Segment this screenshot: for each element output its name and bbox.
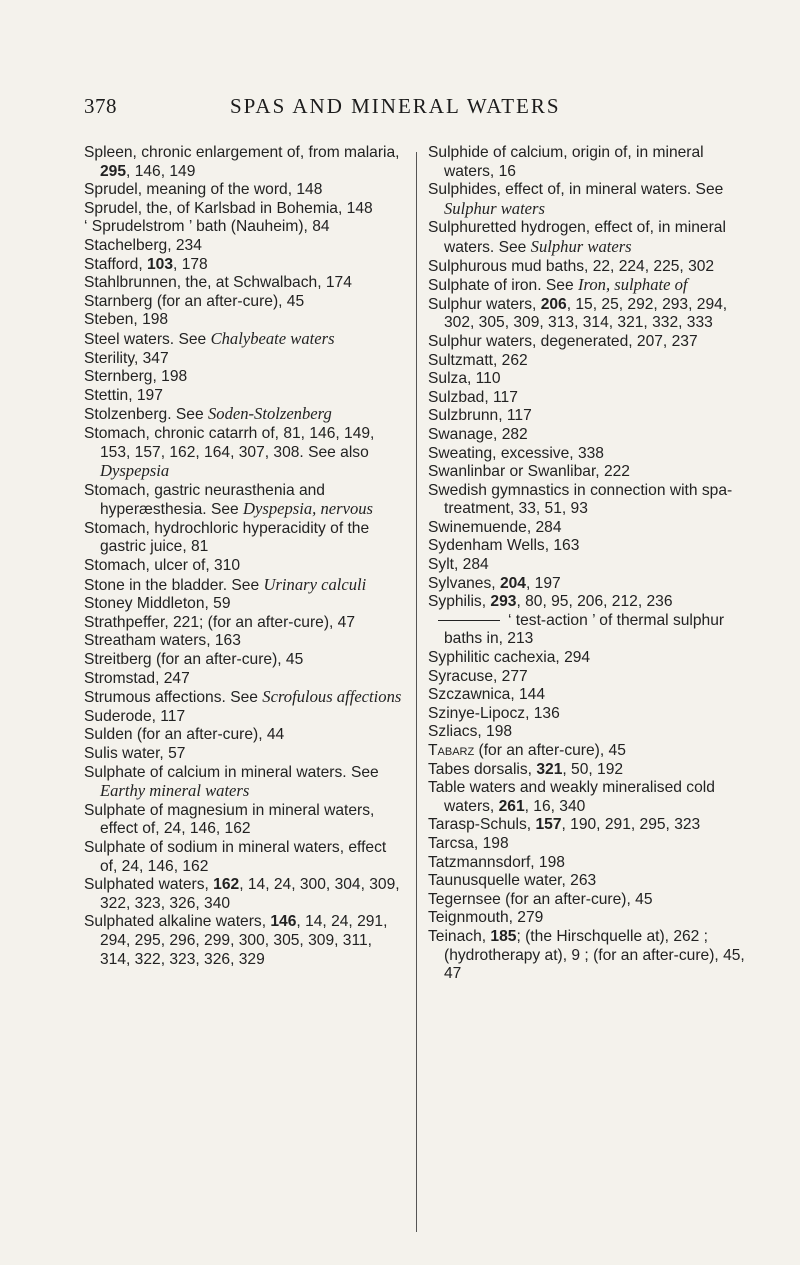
index-entry-t: Sylvanes, [428,574,500,592]
index-entry-t: Tarasp-Schuls, [428,816,536,834]
index-entry-t: Syphilitic cachexia, 294 [428,649,591,667]
index-entry [428,816,750,835]
index-entry [428,593,750,612]
index-entry [84,425,406,482]
index-entry-b: 293 [490,593,517,611]
index-entry-t: Spleen, chronic enlargement of, from malaria, [84,144,400,161]
index-entry-t: Steel waters. See [84,330,211,348]
index-entry-b: 295 [100,162,127,180]
index-entry [84,670,406,689]
index-entry-t: Sprudel, the, of Karlsbad in Bohemia, 148 [84,199,373,217]
index-entry-a: , 197 [525,574,561,592]
index-entry-t: ‘ test-action ’ of thermal sulphur baths in, 213 [444,611,725,648]
index-entry-t: Swanlinbar or Swanlibar, 222 [428,463,630,481]
index-entry-t: Sulphate of sodium in mineral waters, effect of, 24, 146, 162 [84,838,387,875]
index-entry-t: Sulphate of magnesium in mineral waters, effect of, 24, 146, 162 [84,801,375,838]
index-entry [84,311,406,330]
index-entry-t: Szinye-Lipocz, 136 [428,704,560,722]
index-entry-a: ; (the Hirschquelle at), 262 ; (hydrotherapy at), 9 ; (for an after-cure), 45, 47 [444,927,745,983]
index-entry [428,519,750,538]
index-entry-sc: Tabarz [428,742,475,759]
index-entry [428,181,750,219]
index-entry [84,764,406,802]
index-entry-a: , 14, 24, 291, 294, 295, 296, 299, 300, 305, 309, 311, 314, 322, 323, 326, 329 [100,913,388,968]
index-entry [84,913,406,969]
index-entry [84,293,406,312]
index-entry-t: ‘ Sprudelstrom ’ bath (Nauheim), 84 [84,218,330,236]
index-entry [428,426,750,445]
index-column-right [428,144,750,984]
index-entry [84,632,406,651]
page-header [0,94,800,124]
index-entry-t: Sulphuretted hydrogen, effect of, in mineral waters. See [428,219,726,256]
index-entry-b: 157 [535,816,562,834]
index-entry-i: Dyspepsia, nervous [243,499,373,519]
index-entry-t: Syphilis, [428,593,491,611]
index-entry-t: Sulphate of iron. See [428,277,578,295]
index-entry [428,296,750,333]
index-entry [428,854,750,873]
index-entry-a: , 190, 291, 295, 323 [561,816,701,834]
index-entry [428,144,750,181]
index-entry [428,649,750,668]
index-entry [428,333,750,352]
index-entry-t: Swanage, 282 [428,425,528,443]
index-entry [428,575,750,594]
index-entry-i: Dyspepsia [100,461,170,481]
index-entry [428,407,750,426]
index-entry [428,705,750,724]
index-entry-t: Swinemuende, 284 [428,518,562,536]
index-entry [84,200,406,219]
index-entry-a: , 15, 25, 292, 293, 294, 302, 305, 309, 313, 314, 321, 332, 333 [444,295,728,332]
index-entry-i: Scrofulous affections [262,687,402,707]
index-entry-t: Sulphurous mud baths, 22, 224, 225, 302 [428,257,715,275]
index-entry-t: Sulis water, 57 [84,745,186,762]
index-entry-b: 185 [490,927,517,945]
index-entry-a: , 14, 24, 300, 304, 309, 322, 323, 326, 340 [100,876,400,912]
index-entry [428,909,750,928]
index-entry-t: Sulzbrunn, 117 [428,407,532,425]
index-entry-b: 162 [213,876,240,894]
index-entry-t: Tegernsee (for an after-cure), 45 [428,890,653,908]
index-entry [84,708,406,727]
index-entry-t: Sulphate of calcium in mineral waters. See [84,763,379,781]
index-entry [84,802,406,839]
index-entry-t: Sulphides, effect of, in mineral waters. See [428,181,724,199]
index-entry-t: Suderode, 117 [84,707,186,725]
index-entry-t: Stomach, chronic catarrh of, 81, 146, 149, 153, 157, 162, 164, 307, 308. See also [84,424,375,461]
index-entry [428,482,750,519]
index-entry-b: 103 [147,255,174,273]
index-entry [84,726,406,745]
index-entry-b: 261 [498,797,525,815]
index-entry-t: Steben, 198 [84,311,169,329]
index-entry [84,368,406,387]
index-entry-i: Sulphur waters [444,198,545,218]
column-divider [416,152,417,1232]
index-entry [428,276,750,296]
index-entry [428,352,750,371]
index-entry-t: Streatham waters, 163 [84,632,241,650]
repeat-dash [438,620,500,621]
index-entry [428,872,750,891]
index-entry-t: Szczawnica, 144 [428,686,546,704]
index-entry-b: 204 [499,574,526,592]
index-entry [428,612,750,649]
index-entry-t: Swedish gymnastics in connection with spa-treatment, 33, 51, 93 [428,481,733,518]
index-entry-i: Earthy mineral waters [100,781,250,801]
index-entry [84,256,406,275]
index-entry [428,463,750,482]
index-entry [428,761,750,780]
index-entry-t: Teinach, [428,927,491,945]
index-entry-t: Stahlbrunnen, the, at Schwalbach, 174 [84,274,352,292]
index-entry [428,742,750,761]
index-entry-t: Strathpeffer, 221; (for an after-cure), 47 [84,613,356,631]
index-entry [84,576,406,596]
index-entry-t: Sydenham Wells, 163 [428,537,580,555]
index-entry [84,218,406,237]
index-entry-a: , 50, 192 [562,760,624,778]
index-entry-t: Tabes dorsalis, [428,760,537,778]
index-entry-t: Tarcsa, 198 [428,834,509,852]
index-entry [428,445,750,464]
index-entry-t: Streitberg (for an after-cure), 45 [84,651,304,669]
index-entry-t: Stafford, [84,255,147,273]
index-entry [428,723,750,742]
index-entry-t: (for an after-cure), 45 [474,742,626,759]
index-entry-a: , 146, 149 [126,162,196,180]
index-entry-i: Soden-Stolzenberg [207,404,332,424]
index-entry-t: Sulzbad, 117 [428,388,518,406]
index-entry-a: , 178 [173,255,208,273]
index-entry [84,237,406,256]
index-entry-i: Urinary calculi [263,574,367,594]
index-entry-t: Sulza, 110 [428,370,501,388]
index-entry [84,651,406,670]
index-entry [84,839,406,876]
index-entry [84,614,406,633]
index-entry-t: Stachelberg, 234 [84,236,202,254]
index-entry-t: Stomach, hydrochloric hyperacidity of the gastric juice, 81 [84,519,370,556]
index-entry [428,219,750,257]
index-entry [428,891,750,910]
index-entry-b: 321 [536,760,563,778]
index-entry [428,258,750,277]
index-entry-t: Sulphide of calcium, origin of, in mineral waters, 16 [428,144,704,180]
index-entry-t: Sulphated alkaline waters, [84,913,271,931]
index-entry-t: Stolzenberg. See [84,406,208,424]
index-entry [84,387,406,406]
index-entry-i: Sulphur waters [530,236,632,256]
index-entry [84,745,406,764]
index-entry-t: Taunusquelle water, 263 [428,872,597,890]
index-entry-t: Starnberg (for an after-cure), 45 [84,292,305,310]
index-entry-t: Teignmouth, 279 [428,909,544,927]
index-entry [84,482,406,520]
index-entry [84,144,406,181]
index-entry-t: Sulphur waters, [428,295,541,313]
index-entry-t: Strumous affections. See [84,689,263,707]
index-entry-t: Sweating, excessive, 338 [428,444,604,462]
index-entry [428,668,750,687]
index-entry-t: Stettin, 197 [84,386,163,404]
index-entry [428,686,750,705]
index-entry [84,330,406,350]
index-entry [84,181,406,200]
index-entry-t: Sulphated waters, [84,876,214,894]
index-entry [84,520,406,557]
index-entry [84,557,406,576]
index-entry [428,835,750,854]
index-entry [84,595,406,614]
index-entry [84,350,406,369]
index-entry-t: Stomach, ulcer of, 310 [84,557,241,575]
index-entry-t: Stromstad, 247 [84,669,190,687]
index-entry [428,537,750,556]
index-entry-t: Table waters and weakly mineralised cold waters, [428,779,715,815]
index-entry-t: Stone in the bladder. See [84,576,264,594]
index-entry-b: 206 [540,295,567,313]
index-entry [84,876,406,913]
index-entry-t: Syracuse, 277 [428,667,528,685]
index-entry-a: , 80, 95, 206, 212, 236 [516,593,673,611]
index-entry-t: Sylt, 284 [428,556,489,574]
index-entry-i: Iron, sulphate of [577,275,688,295]
index-entry-t: Stoney Middleton, 59 [84,595,231,613]
index-entry-t: Stomach, gastric neurasthenia and hyperæsthesia. See [84,481,325,519]
index-entry [428,779,750,816]
index-entry [84,274,406,293]
index-entry-t: Tatzmannsdorf, 198 [428,853,565,871]
index-entry-t: Sultzmatt, 262 [428,351,528,369]
index-entry [428,556,750,575]
running-title: SPAS AND MINERAL WATERS [230,94,561,118]
index-entry-t: Szliacs, 198 [428,723,513,741]
index-entry-a: , 16, 340 [524,797,586,815]
index-entry [428,370,750,389]
index-entry [84,405,406,425]
index-entry-t: Sulden (for an after-cure), 44 [84,726,285,744]
page-number: 378 [84,94,117,118]
index-column-left [84,144,406,969]
index-entry-i: Chalybeate waters [210,328,335,348]
index-entry-t: Sulphur waters, degenerated, 207, 237 [428,332,698,350]
index-entry [428,928,750,984]
index-entry-t: Sprudel, meaning of the word, 148 [84,181,323,199]
index-entry-t: Sterility, 347 [84,349,169,367]
index-entry-t: Sternberg, 198 [84,368,188,386]
index-entry [84,688,406,708]
index-entry [428,389,750,408]
index-entry-b: 146 [270,913,297,931]
